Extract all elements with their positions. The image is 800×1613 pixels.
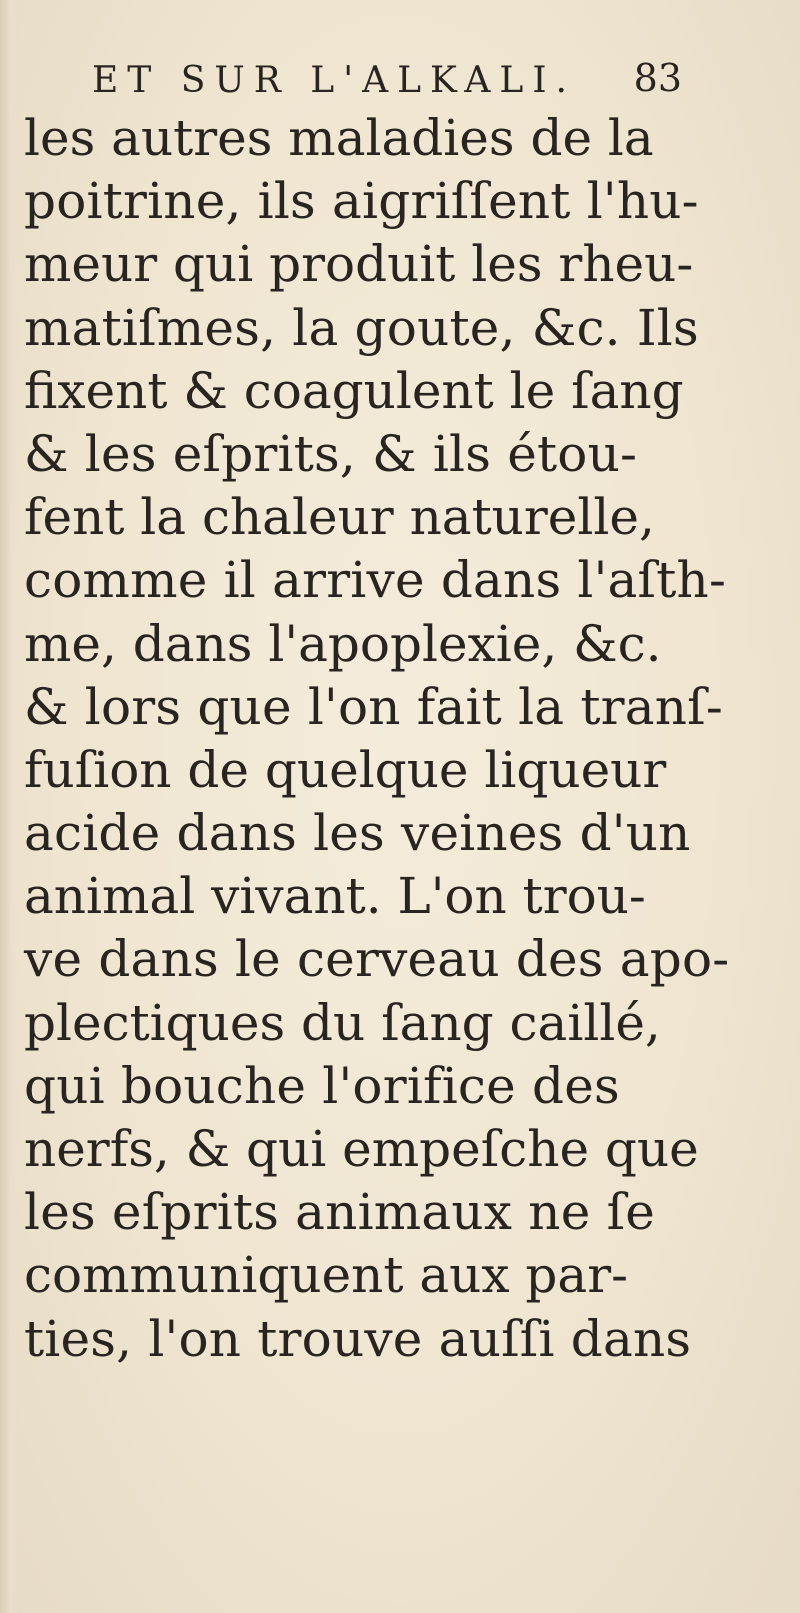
- text-line: & les eſprits, & ils étou-: [24, 424, 638, 483]
- text-line: fixent & coagulent le ſang: [24, 361, 684, 420]
- text-line: plectiques du ſang caillé,: [24, 993, 661, 1052]
- text-line: animal vivant. L'on trou-: [24, 867, 646, 926]
- running-head: ET SUR L'ALKALI.: [92, 60, 576, 101]
- page-gutter-shadow: [0, 0, 18, 1613]
- text-line: poitrine, ils aigriſſent l'hu-: [24, 172, 699, 231]
- text-line: comme il arrive dans l'aſth-: [24, 551, 727, 610]
- text-line: communiquent aux par-: [24, 1246, 629, 1305]
- text-line: fent la chaleur naturelle,: [24, 488, 655, 547]
- text-line: les autres maladies de la: [24, 109, 654, 167]
- body-text: [24, 107, 730, 1371]
- page-number: 83: [633, 56, 682, 100]
- text-line: ve dans le cerveau des apo-: [24, 930, 730, 989]
- page-header: [92, 50, 682, 110]
- text-line: & lors que l'on fait la tranſ-: [24, 677, 723, 736]
- text-line: les eſprits animaux ne ſe: [24, 1183, 656, 1242]
- text-line: acide dans les veines d'un: [24, 804, 691, 863]
- text-line: fuſion de quelque liqueur: [24, 740, 667, 799]
- text-line: me, dans l'apoplexie, &c.: [24, 614, 662, 673]
- text-line: nerfs, & qui empeſche que: [24, 1120, 699, 1178]
- text-line: matiſmes, la goute, &c. Ils: [24, 298, 699, 357]
- text-line: ties, l'on trouve auſſi dans: [24, 1309, 692, 1368]
- text-line: meur qui produit les rheu-: [24, 235, 694, 294]
- text-line: qui bouche l'orifice des: [24, 1056, 620, 1115]
